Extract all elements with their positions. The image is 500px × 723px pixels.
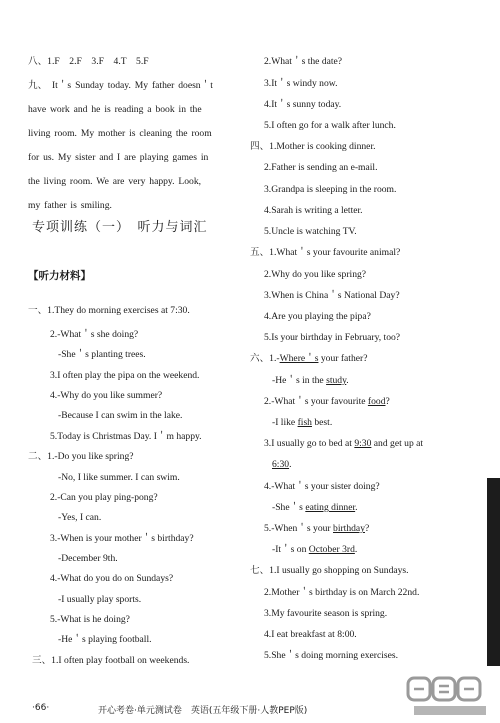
part1-line: 5.Today is Christmas Day. I＇m happy. [50,431,202,442]
part1-line: -She＇s planting trees. [58,349,146,360]
part6-line [264,523,369,535]
part5-line: 2.Why do you like spring? [264,269,367,280]
part7-line: 2.Mother＇s birthday is on March 22nd. [264,587,420,598]
page-number: ·66· [32,703,50,713]
part7-line: 3.My favourite season is spring. [264,608,388,619]
answer-section-9-line: for us. My sister and I are playing games in [28,152,209,163]
part6-line [272,417,332,429]
part6-text: 六、1.- [250,353,280,364]
part2-line: 5.-What is he doing? [50,614,130,625]
part5-line: 5.Is your birthday in February, too? [264,332,401,343]
part2-line: 2.-Can you play ping-pong? [50,492,158,503]
part6-text: . [346,375,349,386]
part7-line: 5.She＇s doing morning exercises. [264,650,399,661]
part6-line [264,438,423,450]
watermark-logo-icon [406,674,494,720]
part6-answer: food [367,396,386,407]
page-edge-tab [487,478,500,666]
part6-line [272,544,357,556]
book-info: 开心考卷·单元测试卷 英语(五年级下册·人教PEP版) [98,706,308,716]
part6-text: your father? [318,353,368,364]
part6-line [250,353,367,365]
part2-line: 4.-What do you do on Sundays? [50,573,174,584]
part6-answer: birthday [333,523,365,534]
part7-line: 4.I eat breakfast at 8:00. [264,629,357,640]
part6-line [272,502,358,514]
part1-line: 3.I often play the pipa on the weekend. [50,370,200,381]
part6-text: ? [365,523,370,534]
answer-section-9-line: my father is smiling. [28,200,112,211]
part6-text: -I like [272,417,298,428]
part6-text: . [289,459,292,470]
part6-text: and get up at [371,438,424,449]
listening-materials-tag: 【听力材料】 [28,270,91,282]
part1-line: 2.-What＇s she doing? [50,329,139,340]
part4-line: 5.Uncle is watching TV. [264,226,357,237]
part2-line: -December 9th. [58,553,118,564]
part7-line: 七、1.I usually go shopping on Sundays. [250,565,409,576]
part6-answer: 9:30 [354,438,372,449]
part3-line: 5.I often go for a walk after lunch. [264,120,396,131]
answer-section-8: 八、1.F 2.F 3.F 4.T 5.F [28,56,149,67]
part4-line: 2.Father is sending an e-mail. [264,162,378,173]
part1-line: 4.-Why do you like summer? [50,390,163,401]
part6-answer: 6:30 [272,459,290,470]
part1-line: -Because I can swim in the lake. [58,410,183,421]
part6-text: best. [311,417,333,428]
part6-line [264,396,390,408]
part6-answer: October 3rd [308,544,355,555]
part6-text: 3.I usually go to bed at [264,438,355,449]
part5-line: 4.Are you playing the pipa? [264,311,371,322]
part6-answer: fish [297,417,312,428]
part3-line: 3.It＇s windy now. [264,78,338,89]
part6-answer: Where＇s [279,353,319,364]
part6-line: 4.-What＇s your sister doing? [264,481,380,492]
part6-text: . [354,544,358,555]
part3-line: 4.It＇s sunny today. [264,99,342,110]
part6-text: -He＇s in the [272,375,327,386]
part3-line: 三、1.I often play football on weekends. [32,655,190,666]
part3-line: 2.What＇s the date? [264,56,343,67]
part2-line: -Yes, I can. [58,512,102,523]
part6-text: 5.-When＇s your [264,523,334,534]
part6-line [272,459,291,471]
part2-line: -I usually play sports. [58,594,142,605]
part5-line: 3.When is China＇s National Day? [264,290,400,301]
answer-section-9-line: living room. My mother is cleaning the room [28,128,212,139]
part4-line: 四、1.Mother is cooking dinner. [250,141,376,152]
part2-line: 3.-When is your mother＇s birthday? [50,533,194,544]
part6-line [272,375,349,387]
part6-answer: eating dinner [305,502,356,513]
part2-line: 二、1.-Do you like spring? [28,451,134,462]
part2-line: -No, I like summer. I can swim. [58,472,180,483]
part6-text: -She＇s [272,502,306,513]
part6-answer: study [326,375,347,386]
part1-line: 一、1.They do morning exercises at 7:30. [28,305,190,316]
part6-text: . [355,502,358,513]
answer-section-9-line: the living room. We are very happy. Look, [28,176,202,187]
part5-line: 五、1.What＇s your favourite animal? [250,247,401,258]
part6-text: -It＇s on [272,544,309,555]
part2-line: -He＇s playing football. [58,634,152,645]
answer-section-9-line: 九、 It＇s Sunday today. My father doesn＇t [28,80,213,91]
part6-text: ? [385,396,390,407]
part6-text: 2.-What＇s your favourite [264,396,368,407]
answer-section-9-line: have work and he is reading a book in the [28,104,202,115]
section-title: 专项训练（一） 听力与词汇 [32,220,208,235]
part4-line: 4.Sarah is writing a letter. [264,205,363,216]
part4-line: 3.Grandpa is sleeping in the room. [264,184,397,195]
